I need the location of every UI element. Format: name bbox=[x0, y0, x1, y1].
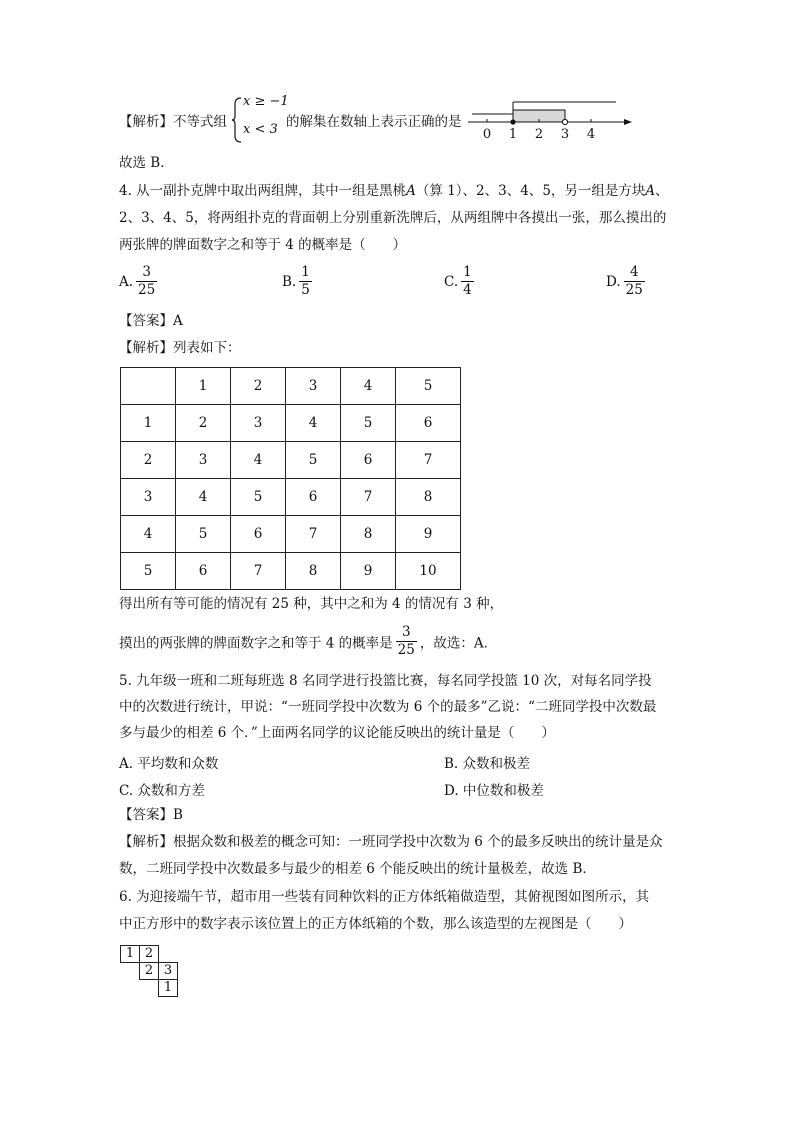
tick-label: 2 bbox=[534, 127, 544, 142]
arrow-icon bbox=[624, 119, 632, 125]
grid-cell: 3 bbox=[159, 963, 178, 980]
table-cell: 1 bbox=[121, 405, 176, 442]
table-cell: 9 bbox=[396, 516, 461, 553]
inequality-2: x < 3 bbox=[243, 122, 278, 137]
analysis3-line bbox=[119, 110, 227, 130]
table-cell: 5 bbox=[176, 516, 231, 553]
table-cell: 8 bbox=[396, 479, 461, 516]
table-cell: 4 bbox=[286, 405, 341, 442]
table-cell: 3 bbox=[121, 479, 176, 516]
table-cell: 4 bbox=[121, 516, 176, 553]
inequality-1: x ≥ −1 bbox=[243, 94, 289, 109]
q5-option-d: D. 中位数和极差 bbox=[444, 783, 544, 799]
grid-cell-empty bbox=[159, 946, 178, 963]
table-cell: 3 bbox=[286, 368, 341, 405]
tick-label: 4 bbox=[586, 127, 596, 142]
grid-cell: 2 bbox=[140, 946, 159, 963]
q5-option-c: C. 众数和方差 bbox=[119, 783, 205, 799]
sum-table bbox=[120, 367, 461, 590]
q4-option-a: A. $\frac{3}{25}$ bbox=[119, 264, 156, 298]
q4-option-d: D. $\frac{4}{25}$ bbox=[606, 264, 643, 298]
table-cell: 7 bbox=[341, 479, 396, 516]
table-row bbox=[121, 405, 461, 442]
analysis3-conclusion: 故选 B． bbox=[119, 155, 174, 171]
q5-analysis-line2: 数，二班同学投中次数最多与最少的相差 6 个能反映出的统计量极差，故选 B． bbox=[119, 861, 596, 877]
table-cell: 5 bbox=[121, 553, 176, 590]
table-cell: 1 bbox=[176, 368, 231, 405]
fraction: $\frac{4}{25}$ bbox=[625, 264, 643, 298]
grid-cell: 1 bbox=[121, 946, 140, 963]
table-cell: 2 bbox=[176, 405, 231, 442]
q5-option-a: A. 平均数和众数 bbox=[119, 756, 219, 772]
tick-label: 1 bbox=[508, 127, 518, 142]
q4-option-b: B. $\frac{1}{5}$ bbox=[282, 264, 310, 298]
table-cell: 7 bbox=[286, 516, 341, 553]
table-cell: 2 bbox=[121, 442, 176, 479]
table-cell: 6 bbox=[396, 405, 461, 442]
q4-probability-line: 摸出的两张牌的牌面数字之和等于 4 的概率是 $\frac{3}{25}$ ，故选：A． bbox=[119, 624, 498, 658]
table-cell: 2 bbox=[231, 368, 286, 405]
table-row bbox=[121, 980, 178, 997]
tick-label: 3 bbox=[560, 127, 570, 142]
grid-cell-empty bbox=[121, 980, 140, 997]
table-cell: 5 bbox=[286, 442, 341, 479]
table-cell: 6 bbox=[231, 516, 286, 553]
table-cell: 8 bbox=[286, 553, 341, 590]
q5-stem-line2: 中的次数进行统计，甲说：“一班同学投中次数为 6 个的最多”乙说：“二班同学投中次数最 bbox=[119, 699, 657, 715]
q4-option-c: C. $\frac{1}{4}$ bbox=[444, 264, 472, 298]
brace-icon bbox=[231, 96, 243, 144]
table-cell: 4 bbox=[341, 368, 396, 405]
table-cell: 3 bbox=[231, 405, 286, 442]
table-row bbox=[121, 368, 461, 405]
table-cell bbox=[121, 368, 176, 405]
fraction: $\frac{1}{4}$ bbox=[463, 264, 472, 298]
q6-stem-line2: 中正方形中的数字表示该位置上的正方体纸箱的个数，那么该造型的左视图是（ ） bbox=[119, 916, 632, 932]
table-cell: 3 bbox=[176, 442, 231, 479]
table-cell: 6 bbox=[341, 442, 396, 479]
table-cell: 4 bbox=[231, 442, 286, 479]
q5-answer: 【答案】B bbox=[119, 807, 183, 823]
q4-stem-line2: 2、3、4、5，将两组扑克的背面朝上分别重新洗牌后，从两组牌中各摸出一张，那么摸出的 bbox=[119, 210, 667, 226]
q4-stem-line3: 两张牌的牌面数字之和等于 4 的概率是（ ） bbox=[119, 237, 407, 253]
table-cell: 7 bbox=[396, 442, 461, 479]
table-cell: 4 bbox=[176, 479, 231, 516]
analysis3-text-after: 的解集在数轴上表示正确的是 bbox=[286, 114, 462, 130]
open-dot-icon bbox=[562, 119, 567, 124]
q6-stem-line1: 6. 为迎接端午节，超市用一些装有同种饮料的正方体纸箱做造型，其俯视图如图所示，其 bbox=[119, 889, 650, 905]
q5-analysis-line1: 【解析】根据众数和极差的概念可知：一班同学投中次数为 6 个的最多反映出的统计量是众 bbox=[119, 834, 663, 850]
table-cell: 6 bbox=[286, 479, 341, 516]
table-cell: 10 bbox=[396, 553, 461, 590]
table-row bbox=[121, 946, 178, 963]
grid-cell-empty bbox=[140, 980, 159, 997]
fraction: $\frac{1}{5}$ bbox=[301, 264, 310, 298]
table-row bbox=[121, 479, 461, 516]
table-row bbox=[121, 963, 178, 980]
top-view-grid bbox=[120, 945, 178, 997]
q4-answer: 【答案】A bbox=[119, 313, 183, 329]
table-row bbox=[121, 516, 461, 553]
table-cell: 5 bbox=[231, 479, 286, 516]
table-cell: 9 bbox=[341, 553, 396, 590]
table-cell: 7 bbox=[231, 553, 286, 590]
closed-dot-icon bbox=[510, 119, 515, 124]
table-cell: 8 bbox=[341, 516, 396, 553]
analysis3-text-before: 不等式组 bbox=[173, 114, 227, 130]
table-cell: 5 bbox=[341, 405, 396, 442]
grid-cell-empty bbox=[121, 963, 140, 980]
fraction: $\frac{3}{25}$ bbox=[138, 264, 156, 298]
q5-option-b: B. 众数和极差 bbox=[444, 756, 531, 772]
q4-after-table: 得出所有等可能的情况有 25 种，其中之和为 4 的情况有 3 种， bbox=[119, 596, 504, 612]
q5-stem-line3: 多与最少的相差 6 个．”上面两名同学的议论能反映出的统计量是（ ） bbox=[119, 725, 555, 741]
q4-analysis-intro: 【解析】列表如下： bbox=[119, 340, 241, 356]
q5-stem-line1: 5. 九年级一班和二班每班选 8 名同学进行投篮比赛，每名同学投篮 10 次，对每名同学投 bbox=[119, 673, 652, 689]
table-cell: 6 bbox=[176, 553, 231, 590]
tick-label: 0 bbox=[482, 127, 492, 142]
table-row bbox=[121, 553, 461, 590]
grid-cell: 1 bbox=[159, 980, 178, 997]
fraction: $\frac{3}{25}$ bbox=[397, 624, 415, 658]
number-line bbox=[466, 96, 636, 142]
analysis-tag: 【解析】 bbox=[119, 114, 173, 130]
table-row bbox=[121, 442, 461, 479]
table-cell: 5 bbox=[396, 368, 461, 405]
grid-cell: 2 bbox=[140, 963, 159, 980]
q4-stem-line1: 4. 从一副扑克牌中取出两组牌，其中一组是黑桃A（算 1）、2、3、4、5，另一组是方块A、 bbox=[119, 183, 669, 199]
